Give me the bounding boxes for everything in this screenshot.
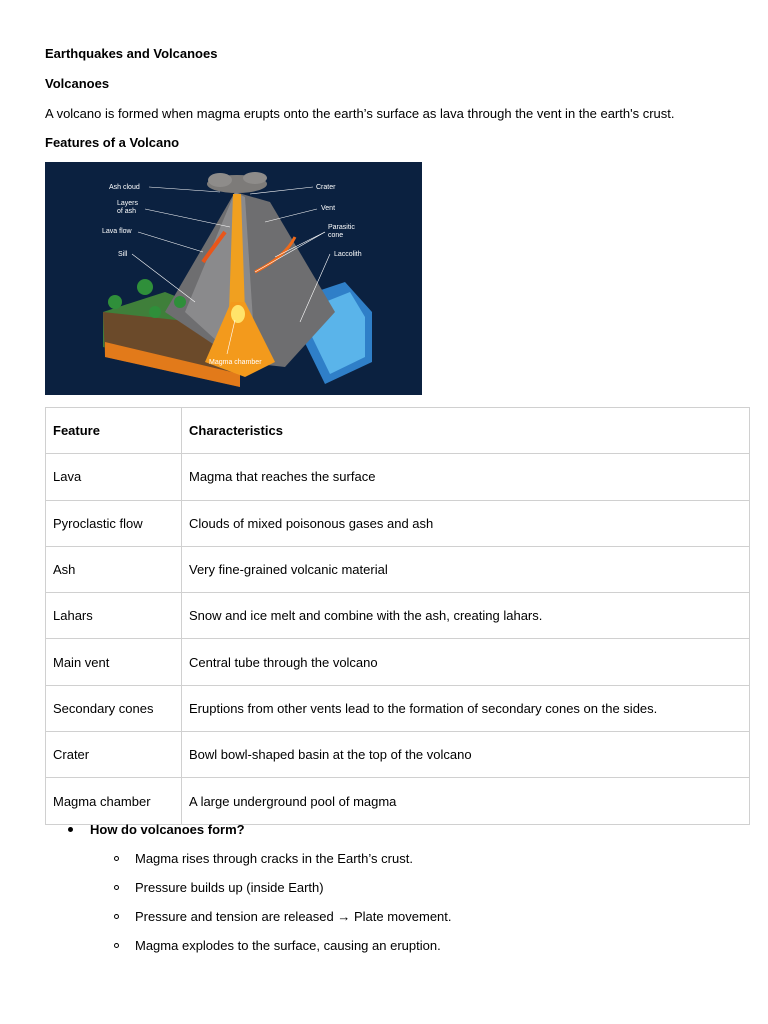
feature-cell: Magma chamber: [46, 778, 182, 824]
header-characteristics: Characteristics: [182, 408, 750, 454]
characteristics-cell: A large underground pool of magma: [182, 778, 750, 824]
label-ash-cloud: Ash cloud: [109, 184, 140, 191]
list-item: Magma explodes to the surface, causing an eruption.: [135, 938, 441, 953]
table-row: [46, 454, 750, 500]
bullet-dot-icon: [68, 827, 73, 832]
label-sill: Sill: [118, 251, 128, 258]
feature-cell: Secondary cones: [46, 685, 182, 731]
label-parasitic-cone-line1: Parasitic: [328, 224, 355, 231]
characteristics-cell: Magma that reaches the surface: [182, 454, 750, 500]
header-feature: Feature: [46, 408, 182, 454]
label-lava-flow: Lava flow: [102, 228, 132, 235]
volcano-cross-section-image: [45, 162, 422, 395]
list-item: Magma rises through cracks in the Earth’s crust.: [135, 851, 413, 866]
list-question: How do volcanoes form?: [90, 822, 245, 837]
characteristics-cell: Central tube through the volcano: [182, 639, 750, 685]
features-table: [45, 407, 750, 825]
characteristics-cell: Clouds of mixed poisonous gases and ash: [182, 500, 750, 546]
feature-cell: Crater: [46, 732, 182, 778]
bullet-circle-icon: [114, 943, 119, 948]
label-laccolith: Laccolith: [334, 251, 362, 258]
intro-paragraph: A volcano is formed when magma erupts onto the earth’s surface as lava through the vent in the earth's crust.: [45, 106, 675, 121]
list-item: Pressure builds up (inside Earth): [135, 880, 324, 895]
table-row: [46, 546, 750, 592]
label-crater: Crater: [316, 184, 336, 191]
table-header-row: [46, 408, 750, 454]
table-row: [46, 685, 750, 731]
label-magma-chamber: Magma chamber: [209, 359, 262, 366]
characteristics-cell: Bowl bowl-shaped basin at the top of the volcano: [182, 732, 750, 778]
feature-cell: Ash: [46, 546, 182, 592]
section-heading: Volcanoes: [45, 76, 110, 91]
label-layers-of-ash-line2: of ash: [117, 208, 137, 215]
table-row: [46, 593, 750, 639]
feature-cell: Pyroclastic flow: [46, 500, 182, 546]
bullet-circle-icon: [114, 885, 119, 890]
characteristics-cell: Eruptions from other vents lead to the formation of secondary cones on the sides.: [182, 685, 750, 731]
bullet-circle-icon: [114, 914, 119, 919]
document-title: Earthquakes and Volcanoes: [45, 46, 218, 61]
label-layers-of-ash-line1: Layers: [117, 200, 139, 207]
label-vent: Vent: [321, 205, 336, 212]
table-row: [46, 732, 750, 778]
table-row: [46, 778, 750, 824]
characteristics-cell: Very fine-grained volcanic material: [182, 546, 750, 592]
table-row: [46, 639, 750, 685]
table-row: [46, 500, 750, 546]
characteristics-cell: Snow and ice melt and combine with the ash, creating lahars.: [182, 593, 750, 639]
features-heading: Features of a Volcano: [45, 135, 180, 150]
volcano-diagram: [45, 162, 422, 395]
label-parasitic-cone-line2: cone: [328, 232, 344, 239]
feature-cell: Lava: [46, 454, 182, 500]
feature-cell: Main vent: [46, 639, 182, 685]
list-item: Pressure and tension are released → Plate movement.: [135, 909, 452, 924]
feature-cell: Lahars: [46, 593, 182, 639]
bullet-circle-icon: [114, 856, 119, 861]
